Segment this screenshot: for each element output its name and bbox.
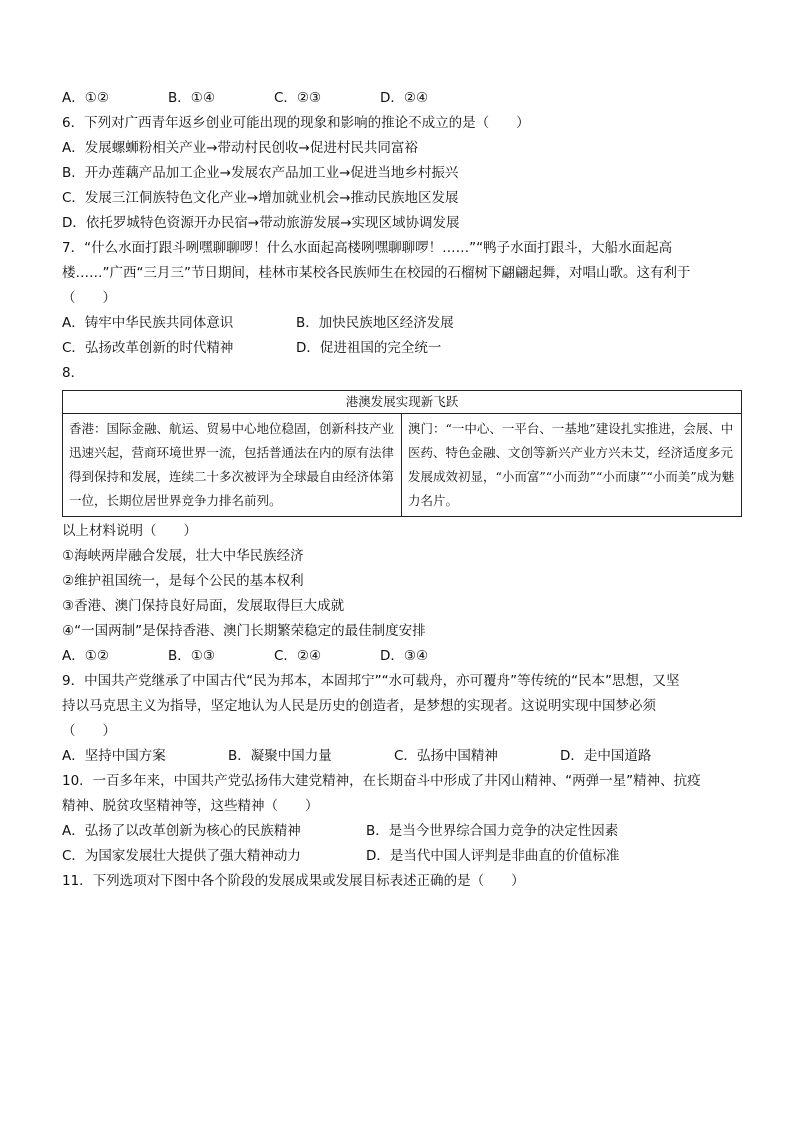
q7-options-row1 bbox=[62, 311, 742, 336]
q6-option-a: A．发展螺蛳粉相关产业→带动村民创收→促进村民共同富裕 bbox=[62, 140, 418, 156]
q6-stem: 6．下列对广西青年返乡创业可能出现的现象和影响的推论不成立的是（ ） bbox=[62, 115, 530, 131]
q8-number: 8． bbox=[62, 365, 85, 381]
q10-stem-line2: 精神、脱贫攻坚精神等，这些精神（ ） bbox=[62, 798, 319, 814]
exam-page bbox=[62, 86, 742, 894]
q8-statement-3: ③香港、澳门保持良好局面，发展取得巨大成就 bbox=[62, 598, 345, 614]
q5-option-b: B．①④ bbox=[168, 90, 215, 106]
q5-option-a: A．①② bbox=[62, 90, 109, 106]
q8-option-c: C．②④ bbox=[274, 648, 322, 664]
q8-stem: 以上材料说明（ ） bbox=[62, 523, 197, 539]
q9-option-a: A．坚持中国方案 bbox=[62, 748, 166, 764]
q7-stem-line2: 楼……”广西“三月三”节日期间，桂林市某校各民族师生在校园的石榴树下翩翩起舞，对唱山歌。这有利于 bbox=[62, 265, 691, 281]
q6-option-c: C．发展三江侗族特色文化产业→增加就业机会→推动民族地区发展 bbox=[62, 190, 459, 206]
q8-options bbox=[62, 644, 742, 669]
q8-macao-cell: 澳门：“一中心、一平台、一基地”建设扎实推进，会展、中医药、特色金融、文创等新兴产业方兴未艾，经济适度多元发展成效初显，“小而富”“小而劲”“小而康”“小而美”成为魅力名片。 bbox=[402, 414, 742, 517]
q8-option-d: D．③④ bbox=[380, 648, 429, 664]
q9-option-c: C．弘扬中国精神 bbox=[394, 748, 498, 764]
q5-option-c: C．②③ bbox=[274, 90, 322, 106]
q11-stem: 11．下列选项对下图中各个阶段的发展成果或发展目标表述正确的是（ ） bbox=[62, 873, 525, 889]
q7-option-a: A．铸牢中华民族共同体意识 bbox=[62, 315, 234, 331]
q8-hongkong-cell: 香港：国际金融、航运、贸易中心地位稳固，创新科技产业迅速兴起，营商环境世界一流，包括普通法在内的原有法律得到保持和发展，连续二十多次被评为全球最自由经济体第一位，长期位居世界竞争力排名前列。 bbox=[63, 414, 402, 517]
q9-options bbox=[62, 744, 742, 769]
q6-option-b: B．开办莲藕产品加工企业→发展农产品加工业→促进当地乡村振兴 bbox=[62, 165, 459, 181]
q9-stem-line1: 9．中国共产党继承了中国古代“民为邦本，本固邦宁”“水可载舟，亦可覆舟”等传统的“民本”思想，又坚 bbox=[62, 673, 680, 689]
q7-option-c: C．弘扬改革创新的时代精神 bbox=[62, 340, 234, 356]
q7-options-row2 bbox=[62, 336, 742, 361]
q10-options-row1 bbox=[62, 819, 742, 844]
q7-stem-line1: 7．“什么水面打跟斗咧嘿聊聊啰！什么水面起高楼咧嘿聊聊啰！……”“鸭子水面打跟斗，大船水面起高 bbox=[62, 240, 673, 256]
q9-option-d: D．走中国道路 bbox=[560, 748, 652, 764]
q10-option-d: D．是当代中国人评判是非曲直的价值标准 bbox=[366, 848, 620, 864]
q6-option-d: D．依托罗城特色资源开办民宿→带动旅游发展→实现区域协调发展 bbox=[62, 215, 460, 231]
q9-stem-line2: 持以马克思主义为指导，坚定地认为人民是历史的创造者，是梦想的实现者。这说明实现中国梦必须 bbox=[62, 698, 656, 714]
q9-option-b: B．凝聚中国力量 bbox=[228, 748, 332, 764]
q10-option-a: A．弘扬了以改革创新为核心的民族精神 bbox=[62, 823, 301, 839]
q7-option-d: D．促进祖国的完全统一 bbox=[296, 340, 442, 356]
q10-stem-line1: 10．一百多年来，中国共产党弘扬伟大建党精神，在长期奋斗中形成了井冈山精神、“两弹一星”精神、抗疫 bbox=[62, 773, 701, 789]
q8-option-a: A．①② bbox=[62, 648, 109, 664]
q7-stem-line3: （ ） bbox=[62, 290, 116, 306]
q8-option-b: B．①③ bbox=[168, 648, 215, 664]
q5-option-d: D．②④ bbox=[380, 90, 429, 106]
q10-option-c: C．为国家发展壮大提供了强大精神动力 bbox=[62, 848, 301, 864]
q9-stem-line3: （ ） bbox=[62, 723, 116, 739]
q8-statement-2: ②维护祖国统一，是每个公民的基本权利 bbox=[62, 573, 304, 589]
q8-statement-1: ①海峡两岸融合发展，壮大中华民族经济 bbox=[62, 548, 304, 564]
q8-material-table bbox=[62, 390, 742, 517]
q5-options bbox=[62, 86, 742, 111]
q7-option-b: B．加快民族地区经济发展 bbox=[296, 315, 454, 331]
q10-option-b: B．是当今世界综合国力竞争的决定性因素 bbox=[366, 823, 619, 839]
q8-table-title: 港澳发展实现新飞跃 bbox=[63, 391, 742, 414]
q10-options-row2 bbox=[62, 844, 742, 869]
q8-statement-4: ④“一国两制”是保持香港、澳门长期繁荣稳定的最佳制度安排 bbox=[62, 623, 426, 639]
